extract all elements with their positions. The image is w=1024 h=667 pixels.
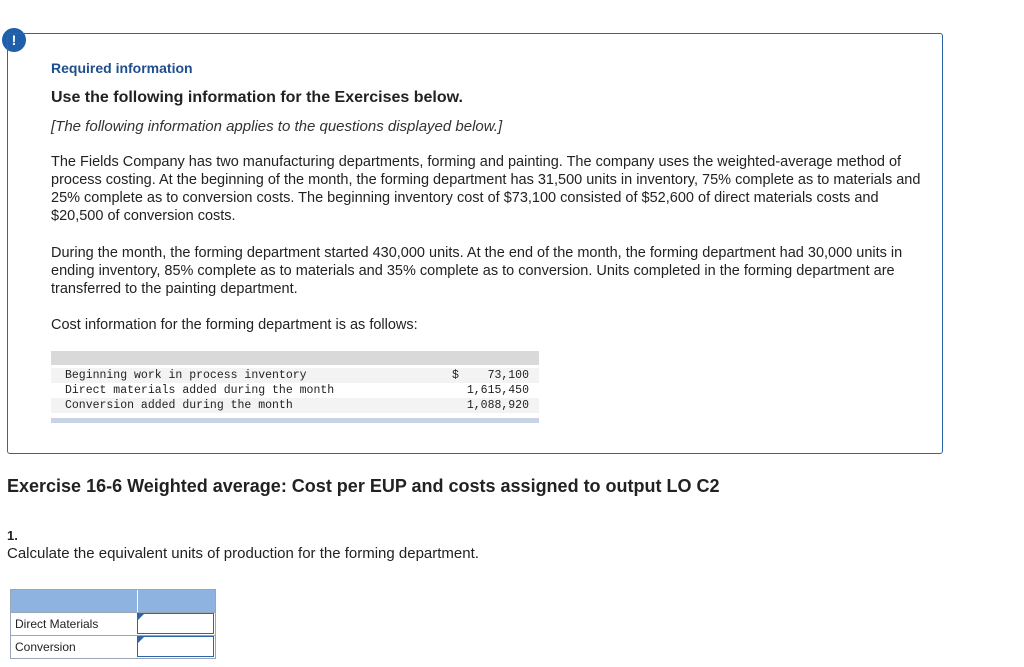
cost-row-value: 1,088,920: [466, 399, 529, 412]
question-number: 1.: [7, 528, 18, 543]
question-text: Calculate the equivalent units of production for the forming department.: [7, 545, 479, 562]
equivalent-units-table: [10, 589, 216, 659]
input-marker-icon: [138, 637, 144, 643]
table-row: [11, 612, 215, 636]
info-paragraph: The Fields Company has two manufacturing departments, forming and painting. The company uses the weighted-average method of process costing. At the beginning of the month, the forming department has 31,500 units in inventory, 75% complete as to materials and 25% complete as to conversion costs. The beginning inventory cost of $73,100 consisted of $52,600 of direct materials costs and $20,500 of conversion costs.: [51, 154, 921, 224]
row-label-conversion: Conversion: [15, 640, 76, 654]
table-header-bar: [51, 351, 539, 365]
info-heading: Use the following information for the Exercises below.: [51, 89, 463, 106]
cost-row-label: Conversion added during the month: [65, 399, 293, 412]
cost-information-table: [51, 351, 539, 423]
required-information-panel: [7, 33, 943, 454]
applies-note: [The following information applies to the questions displayed below.]: [51, 118, 503, 135]
currency-symbol: $: [452, 369, 459, 382]
cost-row-value: 73,100: [487, 369, 529, 382]
row-label-direct-materials: Direct Materials: [15, 617, 99, 631]
table-header-cell: [138, 590, 215, 612]
cost-row-value: 1,615,450: [466, 384, 529, 397]
direct-materials-eup-input[interactable]: [137, 613, 214, 634]
cost-row-label: Direct materials added during the month: [65, 384, 335, 397]
conversion-eup-input[interactable]: [137, 636, 214, 657]
alert-icon: !: [2, 28, 26, 52]
info-paragraph: Cost information for the forming department is as follows:: [51, 317, 418, 333]
table-header-cell: [11, 590, 138, 612]
exercise-title: Exercise 16-6 Weighted average: Cost per EUP and costs assigned to output LO C2: [7, 476, 720, 496]
table-row: [11, 635, 215, 659]
info-paragraph: During the month, the forming department started 430,000 units. At the end of the month, the forming department had 30,000 units in ending inventory, 85% complete as to materials and 35% complete as to conversion. Units completed in the forming department are transferred to the painting department.: [51, 245, 903, 297]
table-footer-bar: [51, 418, 539, 423]
cost-row-label: Beginning work in process inventory: [65, 369, 307, 382]
required-information-label: Required information: [51, 60, 193, 76]
input-marker-icon: [138, 614, 144, 620]
